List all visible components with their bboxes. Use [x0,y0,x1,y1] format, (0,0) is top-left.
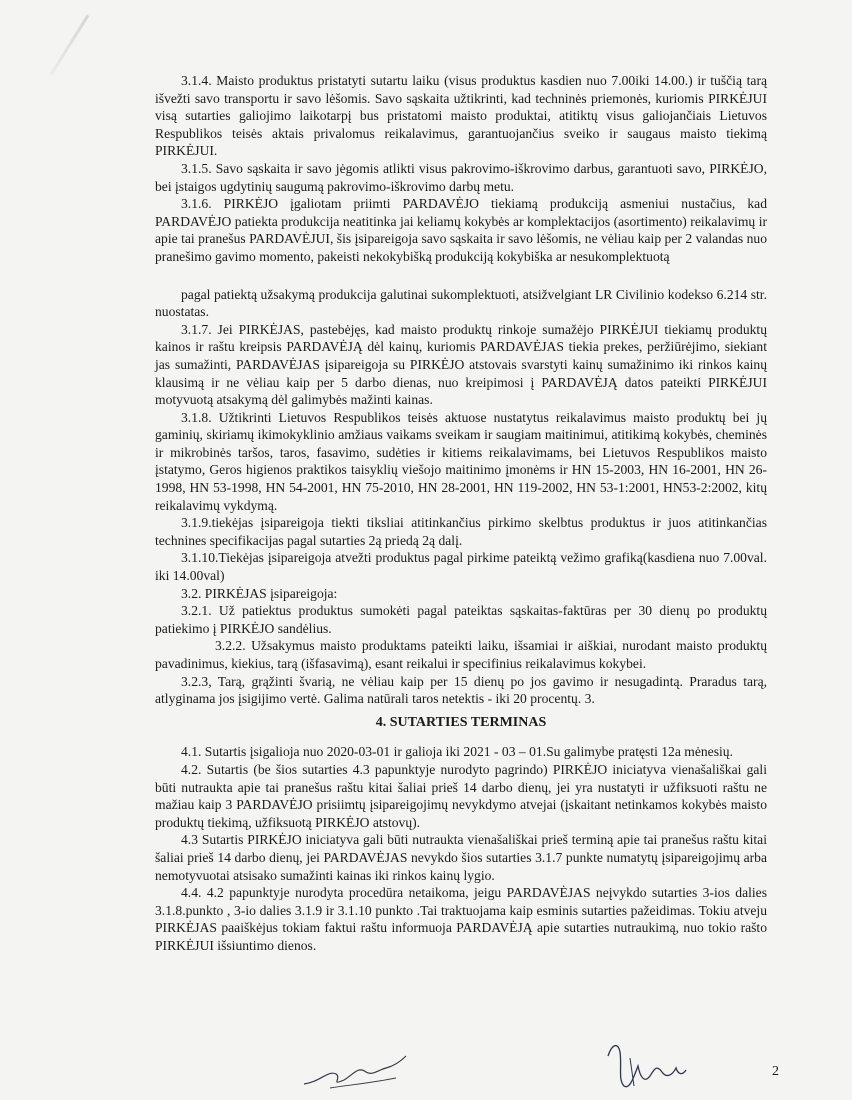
section-heading: 4. SUTARTIES TERMINAS [375,714,547,730]
paragraph-3-1-10: 3.1.10.Tiekėjas įsipareigoja atvežti produktus pagal pirkime pateiktą vežimo grafiką(kasdiena nuo 7.00val. iki 14.00val) [155,550,767,584]
paragraph-3-1-5: 3.1.5. Savo sąskaita ir savo jėgomis atlikti visus pakrovimo-iškrovimo darbus, garantuoti savo, PIRKĖJO, bei įstaigos ugdytinių saugumą pakrovimo-iškrovimo darbų metu. [155,160,767,194]
paragraph-4-2: 4.2. Sutartis (be šios sutarties 4.3 papunktyje nurodyto pagrindo) PIRKĖJO iniciatyva vienašališkai gali būti nutraukta apie tai pranešus raštu kitai šaliai prieš 14 darbo dienų, jei yra nustatyti ir užfiksuoti raštu ne mažiau kaip 3 PARDAVĖJO prisiimtų įsipareigojimų nevykdymo atvejai (įskaitant netinkamos kokybės maisto produktų tiekimą, užfiksuotą PIRKĖJO atstovų). [155,761,767,830]
paragraph-3-2: 3.2. PIRKĖJAS įsipareigoja: [181,585,338,601]
page-number: 2 [772,1064,779,1079]
paragraph-3-2-2: 3.2.2. Užsakymus maisto produktams pateikti laiku, išsamiai ir aiškiai, nurodant maisto produktų pavadinimus, kiekius, tarą (išfasavimą), esant reikalui ir specifinius reikalavimus kokybei. [155,638,767,671]
contract-text [155,72,767,955]
paragraph-3-1-6: 3.1.6. PIRKĖJO įgaliotam priimti PARDAVĖJO tiekiamą produkciją asmeniui nustačius, kad PARDAVĖJO patiekta produkcija neatitinka jai keliamų kokybės ar komplektacijos (asortimento) reikalavimų ir apie tai pranešus PARDAVĖJUI, šis įsipareigoja savo sąskaita ir savo lėšomis, ne vėliau kaip per 2 valandas nuo pranešimo gavimo momento, pakeisti nekokybišką produkciją kokybiška ar nesukomplektuotą [155,196,767,264]
scan-artifact-line [50,15,90,76]
signature-buyer [300,1052,410,1092]
paragraph-4-4: 4.4. 4.2 papunktyje nurodyta procedūra netaikoma, jeigu PARDAVĖJAS neįvykdo sutarties 3-ios dalies 3.1.8.punkto , 3-io dalies 3.1.9 ir 3.1.10 punkto .Tai traktuojama kaip esminis sutarties pažeidimas. Tokiu atveju PIRKĖJAS paaiškėjus tokiam faktui raštu informuoja PARDAVĖJĄ apie sutarties nutraukimą, nuo tokio rašto PIRKĖJUI išsiuntimo dienos. [155,885,767,953]
paragraph-3-1-7: 3.1.7. Jei PIRKĖJAS, pastebėjęs, kad maisto produktų rinkoje sumažėjo PIRKĖJUI tiekiamų produktų kainos ir raštu kreipsis PARDAVĖJĄ dėl kainų, kuriomis PARDAVĖJAS tiekia prekes, peržiūrėjimo, siekiant jas sumažinti, PARDAVĖJAS įsipareigoja su PIRKĖJO atstovais svarstyti kainų sumažinimo iki rinkos kainų klausimą ir ne vėliau kaip per 5 darbo dienas, nuo kreipimosi į PARDAVĖJĄ datos pateikti PIRKĖJUI motyvuotą atsakymą dėl galimybės mažinti kainas. [155,321,767,408]
paragraph-3-1-9: 3.1.9.tiekėjas įsipareigoja tiekti tiksliai atitinkančius pirkimo skelbtus produktus ir juos atitinkančias technines specifikacijas pagal sutarties 2ą priedą 2ą dalį. [155,515,767,548]
paragraph-4-3: 4.3 Sutartis PIRKĖJO iniciatyva gali būti nutraukta vienašališkai prieš terminą apie tai pranešus raštu kitai šaliai prieš 14 darbo dienų, jei PARDAVĖJAS nevykdo šios sutarties 3.1.7 punkte numatytų įsipareigojimų arba nemotyvuotai atsisako sumažinti kainas iki rinkos kainų lygio. [155,832,767,883]
paragraph-3-1-4: 3.1.4. Maisto produktus pristatyti sutartu laiku (visus produktus kasdien nuo 7.00iki 14.00.) ir tuščią tarą išvežti savo transportu ir savo lėšomis. Savo sąskaita užtikrinti, kad techninės priemonės, kuriomis PIRKĖJUI visą sutarties galiojimo laikotarpį bus pristatomi maisto produktai, atitiktų visus galiojančiais Lietuvos Respublikos teisės aktais privalomus reikalavimus, garantuojančius sveiko ir saugaus maisto tiekimą PIRKĖJUI. [155,73,767,159]
paragraph-3-2-1: 3.2.1. Už patiektus produktus sumokėti pagal pateiktas sąskaitas-faktūras per 30 dienų po produktų patiekimo į PIRKĖJO sandėlius. [155,603,767,636]
paragraph-4-1: 4.1. Sutartis įsigalioja nuo 2020-03-01 ir galioja iki 2021 - 03 – 01.Su galimybe pratęsti 12a mėnesių. [181,744,733,760]
paragraph-3-1-6-continued: pagal patiektą užsakymą produkcija galutinai sukomplektuoti, atsižvelgiant LR Civilinio kodekso 6.214 str. nuostatas. [155,286,767,320]
paragraph-3-2-3: 3.2.3, Tarą, grąžinti švarią, ne vėliau kaip per 15 dienų po jos gavimo ir nesugadintą. Praradus tarą, atlyginama jos įsigijimo vertė. Galima natūrali taros netektis - iki 20 procentų. 3. [155,673,767,707]
signature-seller [600,1036,700,1092]
paragraph-3-1-8: 3.1.8. Užtikrinti Lietuvos Respublikos teisės aktuose nustatytus reikalavimus maisto produktų bei jų gaminių, skiriamų ikimokyklinio amžiaus vaikams sveikam ir saugiam maitinimui, atitikimą kokybės, cheminės ir mikrobinės taršos, taros, fasavimo, sudėties ir kitiems reikalavimams, bei Lietuvos Respublikos maisto įstatymo, Geros higienos praktikos taisyklių viešojo maitinimo įmonėms ir HN 15-2003, HN 16-2001, HN 26-1998, HN 53-1998, HN 54-2001, HN 75-2010, HN 28-2001, HN 119-2002, HN 53-1:2001, HN53-2:2002, kitų reikalavimų vykdymą. [155,409,767,513]
paragraph-gap [155,266,767,286]
